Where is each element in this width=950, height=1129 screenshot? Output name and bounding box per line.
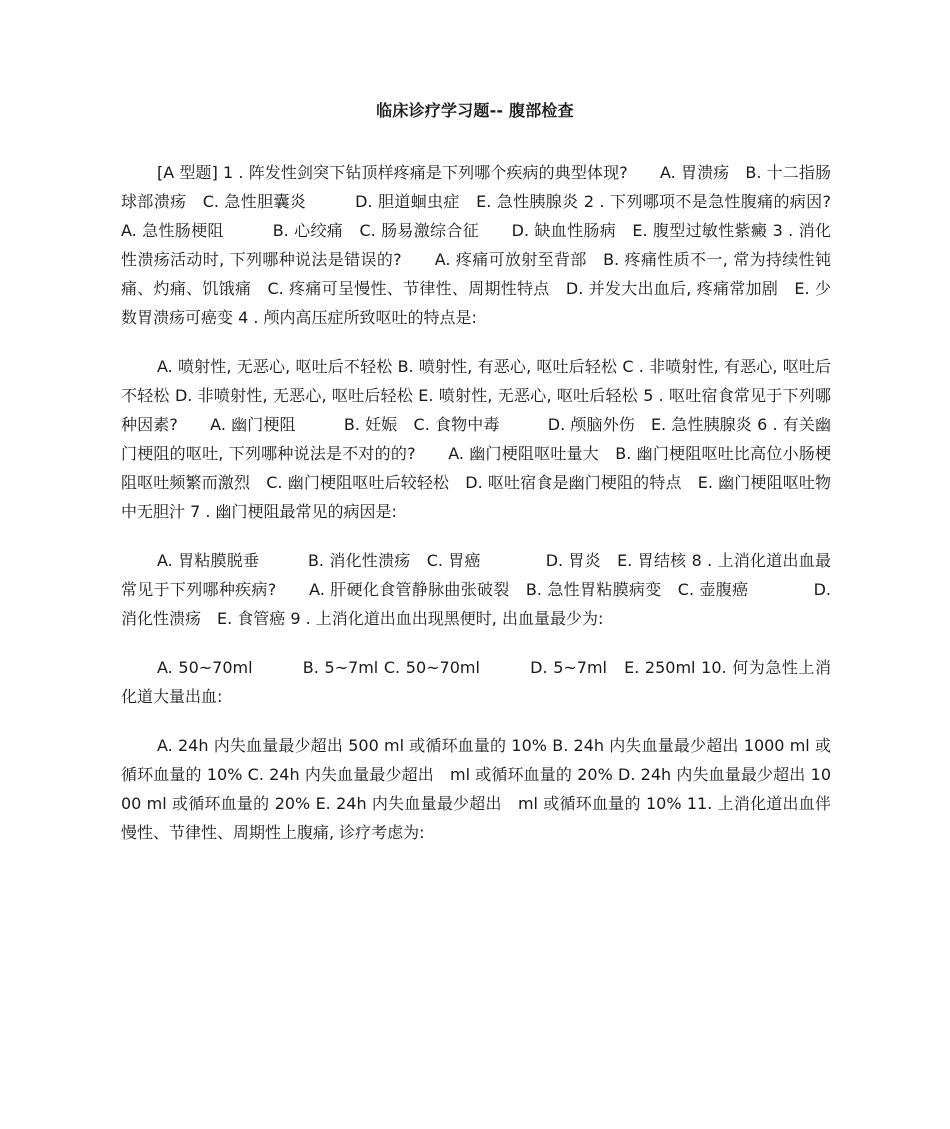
question-paragraph: A. 50~70ml B. 5~7ml C. 50~70ml D. 5~7ml E. 250ml 10. 何为急性上消化道大量出血: (121, 658, 831, 706)
document-body (121, 158, 864, 847)
question-paragraph: A. 喷射性, 无恶心, 呕吐后不轻松 B. 喷射性, 有恶心, 呕吐后轻松 C . 非喷射性, 有恶心, 呕吐后不轻松 D. 非喷射性, 无恶心, 呕吐后轻松 E. 喷射性, 无恶心, 呕吐后轻松 5 . 呕吐宿食常见于下列哪种因素? A. 幽门梗阻 B. 妊娠 C. 食物中毒 D. 颅脑外伤 E. 急性胰腺炎 6 . 有关幽门梗阻的呕吐, 下列哪种说法是不对的的? A. 幽门梗阻呕吐量大 B. 幽门梗阻呕吐比高位小肠梗阻呕吐频繁而激烈 C. 幽门梗阻呕吐后较轻松 D. 呕吐宿食是幽门梗阻的特点 E. 幽门梗阻呕吐物中无胆汁 7 . 幽门梗阻最常见的病因是: (121, 357, 831, 521)
question-paragraph: A. 胃粘膜脱垂 B. 消化性溃疡 C. 胃癌 D. 胃炎 E. 胃结核 8 . 上消化道出血最常见于下列哪种疾病? A. 肝硬化食管静脉曲张破裂 B. 急性胃粘膜病变 C. 壶腹癌 D. 消化性溃疡 E. 食管癌 9 . 上消化道出血出现黑便时, 出血量最少为: (121, 551, 831, 628)
question-paragraph: [A 型题] 1 . 阵发性剑突下钻顶样疼痛是下列哪个疾病的典型体现? A. 胃溃疡 B. 十二指肠球部溃疡 C. 急性胆囊炎 D. 胆道蛔虫症 E. 急性胰腺炎 2 . 下列哪项不是急性腹痛的病因? A. 急性肠梗阻 B. 心绞痛 C. 肠易激综合征 D. 缺血性肠病 E. 腹型过敏性紫癜 3 . 消化性溃疡活动时, 下列哪种说法是错误的? A. 疼痛可放射至背部 B. 疼痛性质不一, 常为持续性钝痛、灼痛、饥饿痛 C. 疼痛可呈慢性、节律性、周期性特点 D. 并发大出血后, 疼痛常加剧 E. 少数胃溃疡可癌变 4 . 颅内高压症所致呕吐的特点是: (121, 163, 864, 327)
question-paragraph: A. 24h 内失血量最少超出 500 ml 或循环血量的 10% B. 24h 内失血量最少超出 1000 ml 或循环血量的 10% C. 24h 内失血量最少超出 ml 或循环血量的 20% D. 24h 内失血量最少超出 1000 ml 或循环血量的 20% E. 24h 内失血量最少超出 ml 或循环血量的 10% 11. 上消化道出血伴慢性、节律性、周期性上腹痛, 诊疗考虑为: (121, 736, 831, 842)
document-title: 临床诊疗学习题-- 腹部检查 (376, 101, 574, 120)
